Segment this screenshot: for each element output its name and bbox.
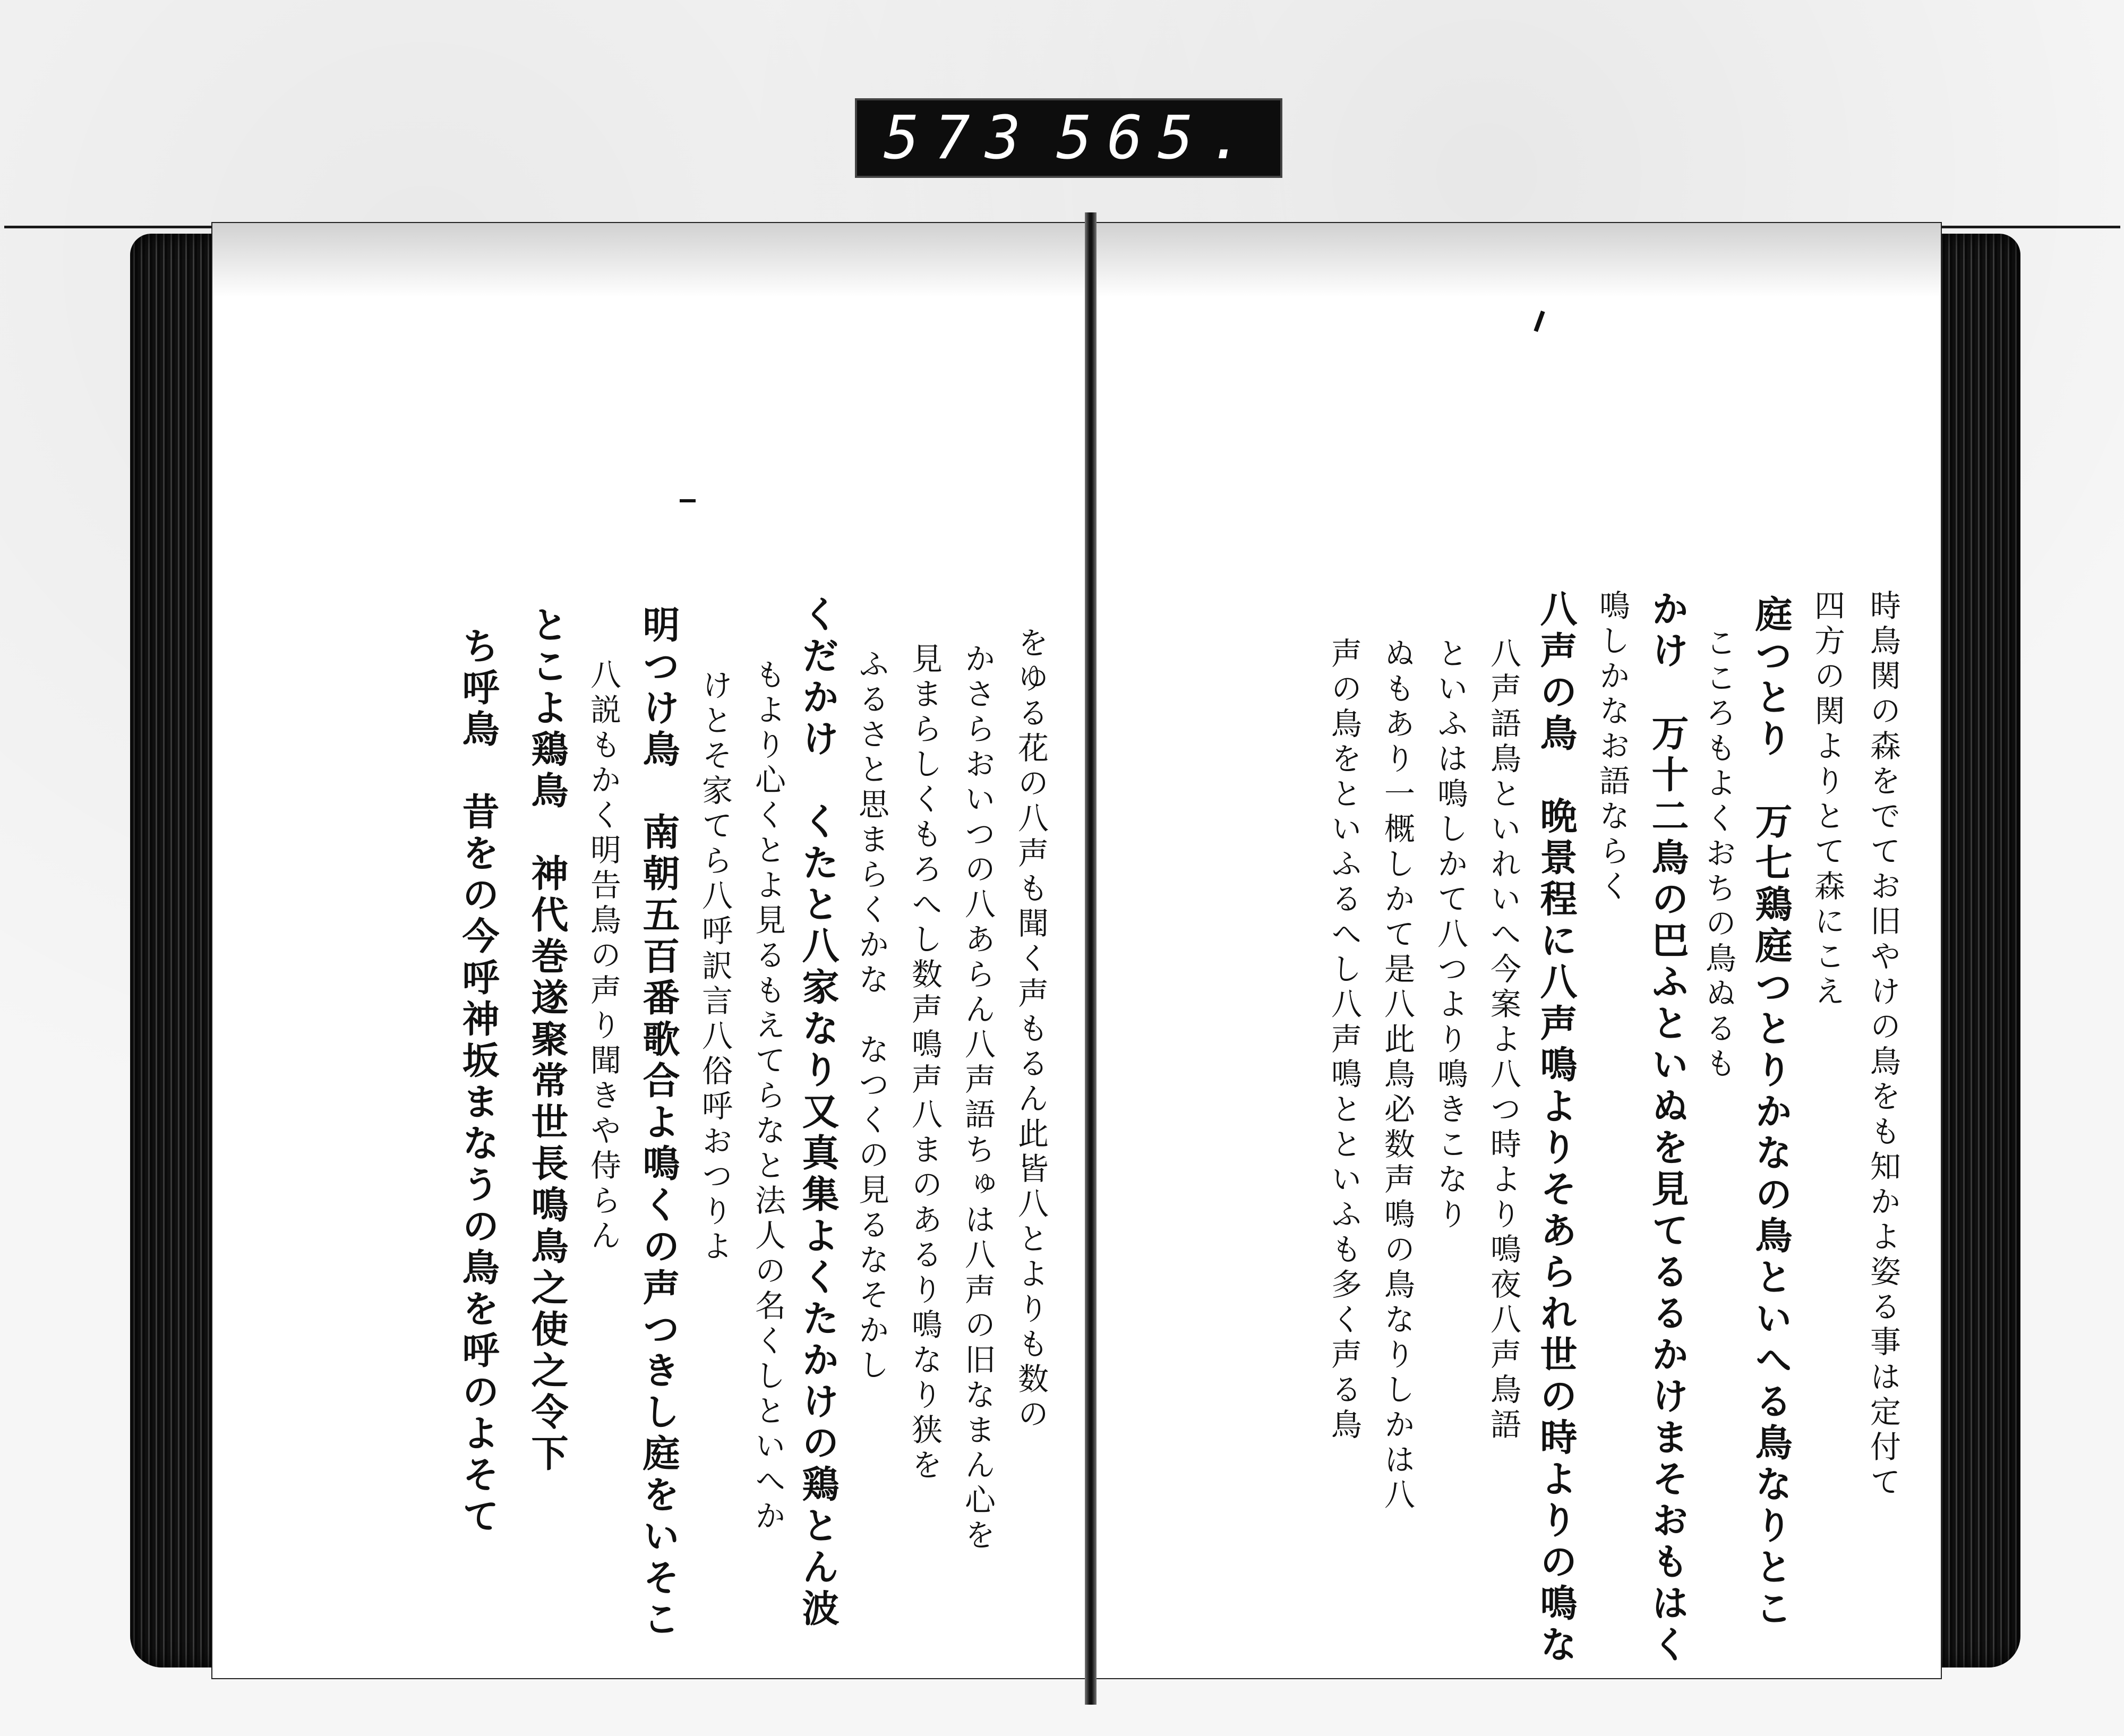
right-column-6: 鳴しかなお語ならく [1594,589,1630,905]
right-column-11: 声の鳥をといふるへし八声鳴とといふも多く声る鳥 [1326,637,1362,1443]
left-column-1: をゆる花の八声も聞く声もるん此皆八とよりも数の [1013,627,1049,1433]
right-column-10: ぬもあり一概しかて是八此鳥必数声鳴の鳥なりしかは八 [1379,637,1415,1513]
right-column-5: かけ 万十二鳥の巴ふといぬを見てるるかけまそおもはく [1646,589,1690,1666]
left-page-edges [130,234,220,1667]
right-column-1: 時鳥関の森をでてお旧やけの鳥をも知かよ姿る事は定付て [1865,589,1901,1501]
left-column-4: ふるさと思まらくかな なつくの見るなそかし [853,648,889,1384]
right-page [1091,223,1941,1678]
right-column-4: こころもよくおちの鳥ぬるも [1700,627,1736,1082]
left-page [212,223,1091,1678]
left-column-3: 見まらしくもろへし数声鳴声八まのあるり鳴なり狭を [906,643,943,1484]
frame-number-label [855,98,1282,178]
left-column-6: もより心くとよ見るもえてらなと法人の名くしといへか [750,659,786,1535]
left-column-8: 明つけ鳥 南朝五百番歌合よ鳴くの声つきし庭をいそこ [637,605,681,1641]
right-column-3: 庭つとり 万七鶏庭つとりかなの鳥といへる鳥なりとこ [1749,595,1793,1630]
left-column-2: かさらおいつの八あらん八声語ちゅは八声の旧なまん心を [960,643,996,1554]
book-gutter [1085,212,1097,1705]
frame-number-left: 573 [884,104,1036,173]
ink-mark [1534,311,1545,332]
left-column-5: くだかけ くたと八家なり又真集よくたかけの鶏とん波 [796,595,840,1630]
right-page-edges [1930,234,2020,1667]
right-column-7: 八声の鳥 晩景程に八声鳴よりそあられ世の時よりの鳴な [1534,589,1578,1666]
frame-number-right: 565. [1056,104,1259,173]
right-column-9: といふは鳴しかて八つより鳴きこなり [1432,637,1468,1233]
left-column-9: 八説もかく明告鳥の声り聞きや侍らん [585,659,621,1254]
open-book [130,212,2020,1705]
left-column-7: けとそ家てら八呼訳言八俗呼おつりよ [697,669,733,1265]
left-column-11: ち呼鳥 昔をの今呼神坂まなうの鳥を呼のよそて [456,627,500,1538]
right-column-2: 四方の関よりとて森にこえ [1809,589,1845,1010]
right-column-8: 八声語鳥といれいへ今案よ八つ時より鳴夜八声鳥語 [1485,637,1521,1443]
left-column-10: とこよ鶏鳥 神代巻遂聚常世長鳴鳥之使之令下 [525,605,569,1475]
ink-mark [680,499,696,502]
